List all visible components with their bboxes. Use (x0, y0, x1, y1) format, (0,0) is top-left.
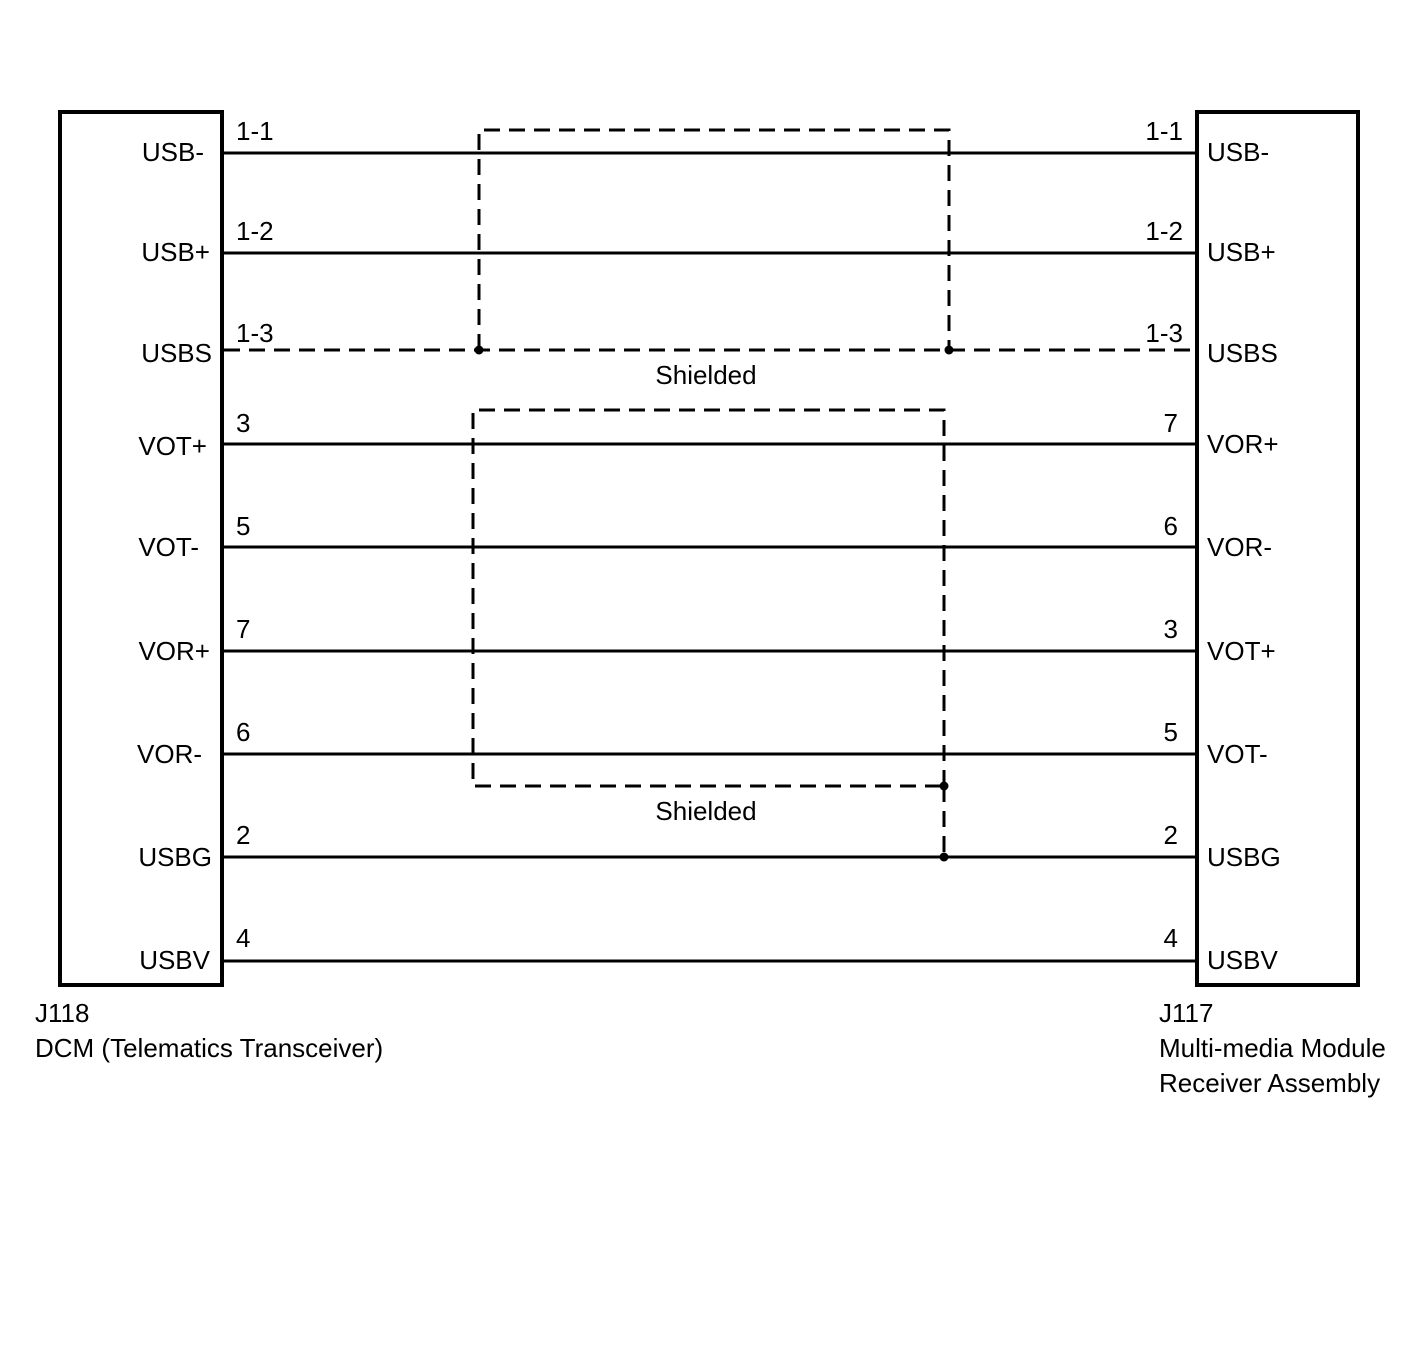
left-connector-id: J118 (35, 998, 90, 1028)
wire-row (141, 216, 1275, 267)
left-pin-label: 4 (236, 923, 251, 953)
wire-row (139, 923, 1278, 975)
left-pin-label: 3 (236, 408, 251, 438)
right-pin-label: 1-2 (1145, 216, 1183, 246)
right-signal-label: VOR+ (1207, 429, 1279, 459)
right-pin-label: 4 (1163, 923, 1178, 953)
left-module-caption (35, 996, 383, 1066)
left-pin-label: 6 (236, 717, 251, 747)
right-module-name-line1: Multi-media Module (1159, 1033, 1386, 1063)
wire-row (138, 820, 1280, 872)
right-signal-label: USBS (1207, 338, 1278, 368)
right-signal-label: VOR- (1207, 532, 1272, 562)
left-pin-label: 1-3 (236, 318, 274, 348)
right-pin-label: 2 (1163, 820, 1178, 850)
wire-row (137, 717, 1268, 769)
right-pin-label: 6 (1163, 511, 1178, 541)
shield-usb (479, 130, 949, 350)
left-pin-label: 2 (236, 820, 251, 850)
right-pin-label: 7 (1163, 408, 1178, 438)
right-pin-label: 3 (1163, 614, 1178, 644)
left-pin-label: 1-2 (236, 216, 274, 246)
right-module-name-line2: Receiver Assembly (1159, 1068, 1381, 1098)
left-pin-label: 1-1 (236, 116, 274, 146)
wire-row (138, 511, 1272, 562)
right-pin-label: 5 (1163, 717, 1178, 747)
right-signal-label: USB- (1207, 137, 1270, 167)
wire-row (142, 116, 1269, 167)
left-pin-label: 5 (236, 511, 251, 541)
wire-row (138, 408, 1278, 461)
right-signal-label: USB+ (1207, 237, 1276, 267)
wire-row (138, 614, 1275, 666)
left-signal-label: USB+ (141, 237, 210, 267)
shield-video (473, 410, 944, 857)
right-signal-label: VOT- (1207, 739, 1268, 769)
left-pin-label: 7 (236, 614, 251, 644)
shield-video-junction-top (940, 782, 949, 791)
right-signal-label: USBG (1207, 842, 1281, 872)
left-signal-label: USBG (138, 842, 212, 872)
right-signal-label: VOT+ (1207, 636, 1276, 666)
right-module-caption (1159, 996, 1386, 1101)
right-connector-id: J117 (1159, 998, 1214, 1028)
left-signal-label: VOT- (138, 532, 199, 562)
right-signal-label: USBV (1207, 945, 1278, 975)
shield-video-label: Shielded (655, 796, 757, 826)
left-module-name: DCM (Telematics Transceiver) (35, 1033, 384, 1063)
right-pin-label: 1-3 (1145, 318, 1183, 348)
left-signal-label: USBV (139, 945, 210, 975)
left-signal-label: VOR- (137, 739, 202, 769)
left-signal-label: VOT+ (138, 431, 207, 461)
left-signal-label: VOR+ (138, 636, 210, 666)
shield-usb-label: Shielded (655, 360, 757, 390)
right-pin-label: 1-1 (1145, 116, 1183, 146)
left-signal-label: USB- (141, 137, 204, 167)
left-signal-label: USBS (141, 338, 212, 368)
